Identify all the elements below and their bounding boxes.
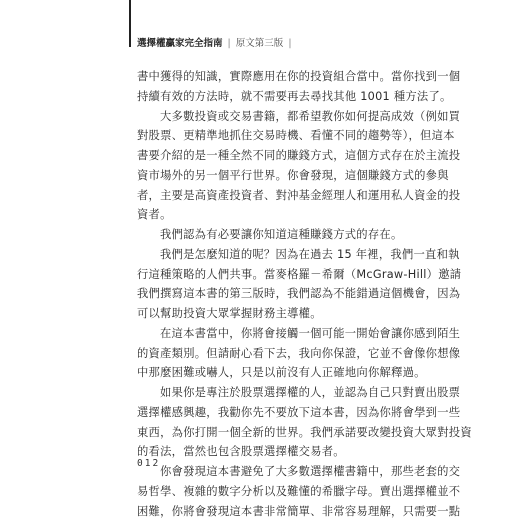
page-number: 012 [137, 458, 160, 469]
text-line: 持續有效的方法時，就不需要再去尋找其他 1001 種方法了。 [137, 87, 421, 107]
book-title: 選擇權贏家完全指南 [137, 38, 223, 49]
text-line: 資市場外的另一個平行世界。你會發現，這個賺錢方式的參與 [137, 166, 421, 186]
text-line: 我們撰寫這本書的第三版時，我們認為不能錯過這個機會，因為 [137, 284, 421, 304]
text-line: 大多數投資或交易書籍，都希望教你如何提高成效（例如買 [137, 107, 421, 127]
text-line: 者，主要是高資產投資者、對沖基金經理人和運用私人資金的投 [137, 186, 421, 206]
header-tail-separator: | [288, 38, 291, 49]
text-line: 中那麼困難或嚇人，只是以前沒有人正確地向你解釋過。 [137, 363, 421, 383]
running-header [137, 37, 292, 51]
edition-label: 原文第三版 [236, 38, 284, 49]
header-rule [129, 0, 131, 47]
text-line: 在這本書當中，你將會接觸一個可能一開始會讓你感到陌生 [137, 324, 421, 344]
text-line: 可以幫助投資大眾掌握財務主導權。 [137, 304, 421, 324]
header-separator: | [228, 38, 231, 49]
paragraph [137, 245, 421, 324]
text-line: 書要介紹的是一種全然不同的賺錢方式，這個方式存在於主流投 [137, 146, 421, 166]
paragraph [137, 462, 421, 521]
text-line: 選擇權感興趣，我勸你先不要放下這本書，因為你將會學到一些 [137, 403, 421, 423]
paragraph [137, 67, 421, 107]
text-line: 行這種策略的人們共事。當麥格羅－希爾（McGraw-Hill）邀請 [137, 265, 421, 285]
text-line: 如果你是專注於股票選擇權的人，並認為自己只對賣出股票 [137, 383, 421, 403]
text-line: 易哲學、複雜的數字分析以及難懂的希臘字母。賣出選擇權並不 [137, 482, 421, 502]
text-line: 的資產類別。但請耐心看下去，我向你保證，它並不會像你想像 [137, 344, 421, 364]
text-line: 對股票、更精準地抓住交易時機、看懂不同的趨勢等），但這本 [137, 126, 421, 146]
paragraph [137, 383, 421, 462]
text-line: 資者。 [137, 205, 421, 225]
text-line: 書中獲得的知識，實際應用在你的投資組合當中。當你找到一個 [137, 67, 421, 87]
text-line: 你會發現這本書避免了大多數選擇權書籍中，那些老套的交 [137, 462, 421, 482]
paragraph [137, 225, 421, 245]
body-text [137, 67, 421, 521]
paragraph [137, 324, 421, 383]
text-line: 困難，你將會發現這本書非常簡單、非常容易理解，只需要一點 [137, 502, 421, 521]
text-line: 我們是怎麼知道的呢？因為在過去 15 年裡，我們一直和執 [137, 245, 421, 265]
text-line: 東西，為你打開一個全新的世界。我們承諾要改變投資大眾對投資 [137, 423, 421, 443]
text-line: 我們認為有必要讓你知道這種賺錢方式的存在。 [137, 225, 421, 245]
text-line: 的看法，當然也包含股票選擇權交易者。 [137, 442, 421, 462]
paragraph [137, 107, 421, 226]
